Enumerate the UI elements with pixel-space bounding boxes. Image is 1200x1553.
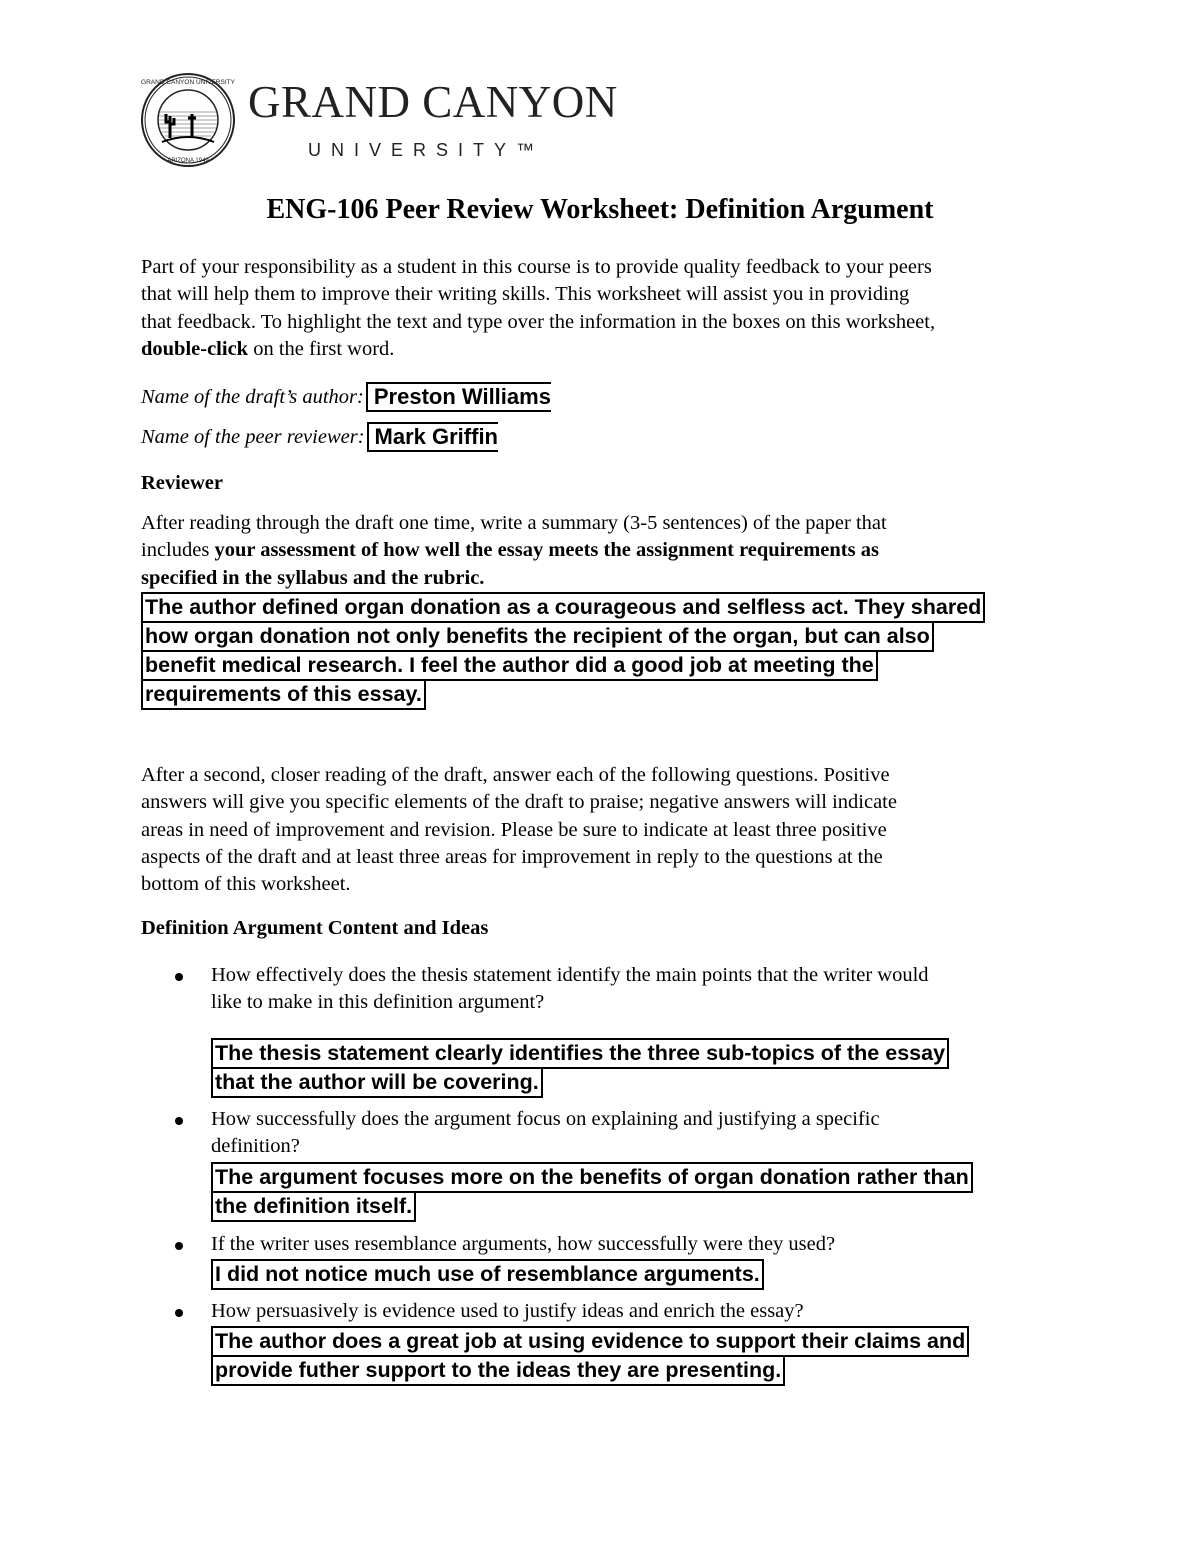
question-text: How effectively does the thesis statement identify the main points that the writer would like to make in this definition argument? xyxy=(211,964,929,1014)
answer-field-4[interactable] xyxy=(211,1326,969,1386)
author-name-field[interactable]: Preston Williams xyxy=(366,382,551,412)
reviewer-heading: Reviewer xyxy=(141,472,223,494)
university-logo xyxy=(140,72,618,168)
intro-text-end: on the first word. xyxy=(248,337,395,360)
bullet-icon xyxy=(175,1117,183,1125)
author-row xyxy=(141,382,551,412)
logo-wordmark-line2: UNIVERSITY™ xyxy=(308,140,545,160)
reviewer-instructions xyxy=(141,510,1061,592)
answer-line: The thesis statement clearly identifies the three sub-topics of the essay xyxy=(211,1038,949,1069)
content-ideas-heading: Definition Argument Content and Ideas xyxy=(141,917,489,939)
intro-bold-text: double-click xyxy=(141,337,249,360)
answer-line: The author does a great job at using evidence to support their claims and xyxy=(211,1326,969,1357)
bullet-icon xyxy=(175,1242,183,1250)
page-title: ENG-106 Peer Review Worksheet: Definition Argument xyxy=(266,194,934,225)
answer-line: The author defined organ donation as a courageous and selfless act. They shared xyxy=(141,592,985,623)
answer-line: benefit medical research. I feel the author did a good job at meeting the xyxy=(141,652,985,681)
question-text: If the writer uses resemblance arguments, how successfully were they used? xyxy=(211,1233,836,1255)
question-text: How persuasively is evidence used to justify ideas and enrich the essay? xyxy=(211,1300,804,1322)
answer-field-2[interactable] xyxy=(211,1162,973,1222)
answer-line: requirements of this essay. xyxy=(141,681,985,710)
question-text: How successfully does the argument focus on explaining and justifying a specific definition? xyxy=(211,1108,880,1158)
seal-lettering: GRAND CANYON UNIVERSITY xyxy=(141,79,235,86)
answer-line: that the author will be covering. xyxy=(211,1069,949,1098)
author-label: Name of the draft’s author: xyxy=(141,385,364,408)
summary-answer-field[interactable] xyxy=(141,592,985,710)
reviewer-name-field[interactable]: Mark Griffin xyxy=(367,422,498,452)
answer-line: I did not notice much use of resemblance arguments. xyxy=(211,1259,764,1290)
reviewer-label: Name of the peer reviewer: xyxy=(141,425,365,448)
answer-line: The argument focuses more on the benefits of organ donation rather than xyxy=(211,1162,973,1193)
answer-line: how organ donation not only benefits the recipient of the organ, but can also xyxy=(141,623,985,652)
intro-paragraph xyxy=(141,254,1061,363)
svg-text:ARIZONA 1949: ARIZONA 1949 xyxy=(167,158,209,164)
reviewer-instructions-text: After reading through the draft one time, write a summary (3-5 sentences) of the paper that includes xyxy=(141,512,887,562)
intro-text: Part of your responsibility as a student in this course is to provide quality feedback to your peers that will help them to improve their writing skills. This worksheet will assist you in providing that feedback. To highlight the text and type over the information in the boxes on this worksheet, xyxy=(141,256,936,333)
bullet-icon xyxy=(175,1309,183,1317)
answer-field-1[interactable] xyxy=(211,1038,949,1098)
answer-field-3[interactable] xyxy=(211,1259,764,1290)
reviewer-instructions-bold: your assessment of how well the essay meets the assignment requirements as specified in the syllabus and the rubric. xyxy=(141,539,879,589)
second-reading-paragraph: After a second, closer reading of the draft, answer each of the following questions. Positive answers will give you specific elements of the draft to praise; negative answers will indicate areas in need of improvement and revision. Please be sure to indicate at least three positive aspects of the draft and at least three areas for improvement in reply to the questions at the bottom of this worksheet. xyxy=(141,764,897,896)
answer-line: the definition itself. xyxy=(211,1193,973,1222)
university-seal-icon xyxy=(140,72,236,168)
answer-line: provide futher support to the ideas they are presenting. xyxy=(211,1357,969,1386)
bullet-icon xyxy=(175,973,183,981)
logo-wordmark-line1: GRAND CANYON xyxy=(248,77,618,127)
reviewer-row xyxy=(141,422,498,452)
